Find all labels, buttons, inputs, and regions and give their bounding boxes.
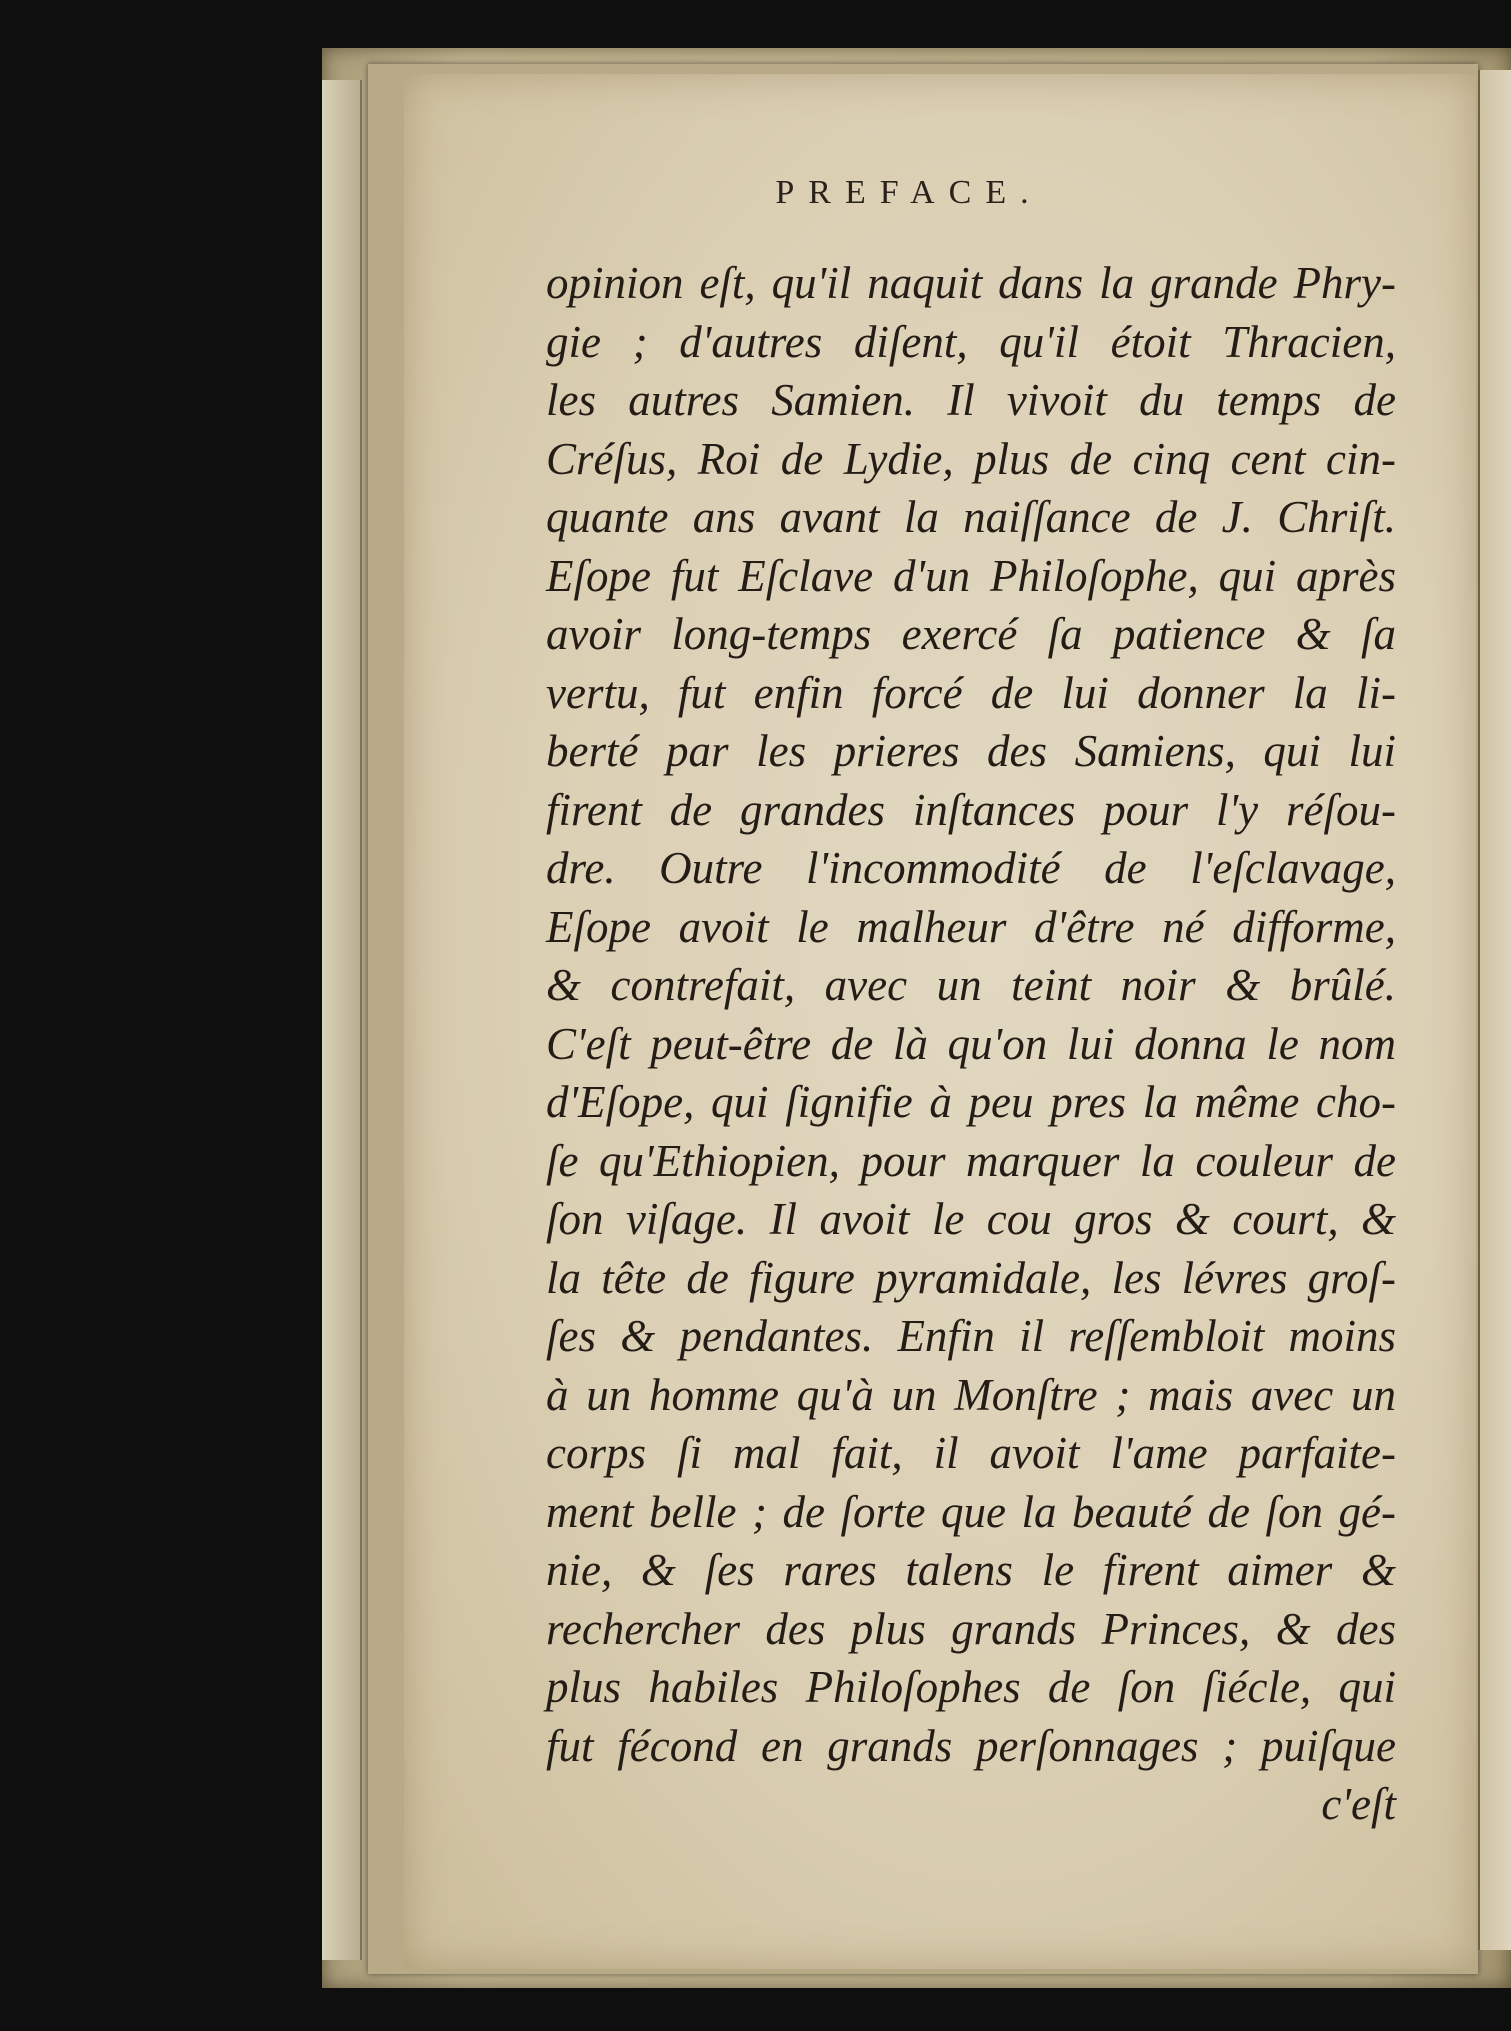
text-line: dre. Outre l'incommodité de l'eſclavage, — [546, 843, 1396, 893]
text-line: Eſope fut Eſclave d'un Philoſophe, qui après — [546, 550, 1396, 601]
text-line: ſon viſage. Il avoit le cou gros & court, & — [546, 1194, 1396, 1244]
text-line: rechercher des plus grands Princes, & des — [546, 1603, 1396, 1654]
running-header: PREFACE. — [775, 174, 1043, 211]
text-line: Eſope avoit le malheur d'être né difforme, — [546, 901, 1396, 952]
text-line: C'eſt peut-être de là qu'on lui donna le nom — [546, 1018, 1396, 1069]
text-line: ment belle ; de ſorte que la beauté de ſon gé- — [546, 1486, 1396, 1537]
text-line: gie ; d'autres diſent, qu'il étoit Thracien, — [546, 316, 1396, 367]
text-line: la tête de figure pyramidale, les lévres groſ- — [546, 1252, 1396, 1303]
text-line: d'Eſope, qui ſignifie à peu pres la même cho- — [546, 1077, 1396, 1127]
text-line: corps ſi mal fait, il avoit l'ame parfaite- — [546, 1428, 1396, 1478]
facing-page-edge — [1478, 70, 1511, 1950]
text-line: à un homme qu'à un Monſtre ; mais avec un — [546, 1369, 1396, 1420]
text-line: & contrefait, avec un teint noir & brûlé. — [546, 960, 1396, 1010]
text-line: firent de grandes inſtances pour l'y réſou- — [546, 784, 1396, 835]
text-line: vertu, fut enfin forcé de lui donner la li- — [546, 667, 1396, 718]
text-line: plus habiles Philoſophes de ſon ſiécle, qui — [546, 1662, 1396, 1712]
text-line: les autres Samien. Il vivoit du temps de — [546, 375, 1396, 425]
catchword: c'eſt — [1321, 1779, 1396, 1829]
text-line: ſe qu'Ethiopien, pour marquer la couleur de — [546, 1135, 1396, 1186]
text-line: ſes & pendantes. Enfin il reſſembloit moins — [546, 1311, 1396, 1361]
text-line: nie, & ſes rares talens le firent aimer & — [546, 1545, 1396, 1595]
text-line: Créſus, Roi de Lydie, plus de cinq cent cin- — [546, 433, 1396, 484]
text-line: avoir long-temps exercé ſa patience & ſa — [546, 609, 1396, 659]
text-line: opinion eſt, qu'il naquit dans la grande Phry- — [546, 258, 1396, 308]
page-body — [546, 254, 1396, 1834]
text-line: fut fécond en grands perſonnages ; puiſque — [546, 1720, 1396, 1771]
text-line: quante ans avant la naiſſance de J. Chriſt. — [546, 492, 1396, 542]
book-page — [404, 74, 1476, 1969]
book-spine — [322, 80, 362, 1960]
text-line: berté par les prieres des Samiens, qui lui — [546, 726, 1396, 776]
